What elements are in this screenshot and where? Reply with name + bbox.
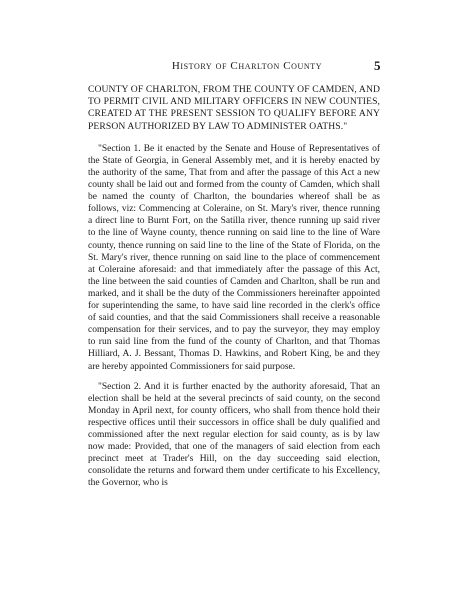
page-content [88, 84, 380, 497]
section-2-paragraph: "Section 2. And it is further enacted by the authority aforesaid, That an election shall be held at the several precincts of said county, on the second Monday in April next, for county officers, who shall from thence hold their respective offices until their successors in office shall be duly qualified and commissioned after the next regular election for said county, as is by law now made: Provided, that one of the managers of said election from each precinct meet at Trader's Hill, on the day succeeding said election, consolidate the returns and forward them under certificate to his Excellency, the Governor, who is [88, 381, 380, 489]
page-number: 5 [374, 58, 381, 73]
running-header: History of Charlton County [171, 60, 323, 72]
act-title: COUNTY OF CHARLTON, FROM THE COUNTY OF CAMDEN, AND TO PERMIT CIVIL AND MILITARY OFFICERS IN NEW COUNTIES, CREATED AT THE PRESENT SESSION TO QUALIFY BEFORE ANY PERSON AUTHORIZED BY LAW TO ADMINISTER OATHS." [88, 84, 380, 132]
section-1-paragraph: "Section 1. Be it enacted by the Senate and House of Representatives of the State of Georgia, in General Assembly met, and it is hereby enacted by the authority of the same, That from and after the passage of this Act a new county shall be laid out and formed from the county of Camden, which shall be named the county of Charlton, the boundaries whereof shall be as follows, viz: Commencing at Coleraine, on St. Mary's river, thence running a direct line to Burnt Fort, on the Satilla river, thence running up said river to the line of Wayne county, thence running on said line to the line of Ware county, thence running on said line to the line of the State of Florida, on the St. Mary's river, thence running on said line to the place of commencement at Coleraine aforesaid: and that immediately after the passage of this Act, the line between the said counties of Camden and Charlton, shall be run and marked, and it shall be the duty of the Commissioners hereinafter appointed for superintending the same, to have said line recorded in the clerk's office of said counties, and that the said Commissioners shall receive a reasonable compensation for their services, and to pay the surveyor, they may employ to run said line from the fund of the county of Charlton, and that Thomas Hilliard, A. J. Bessant, Thomas D. Hawkins, and Robert King, be and they are hereby appointed Commissioners for said purpose. [88, 143, 380, 372]
